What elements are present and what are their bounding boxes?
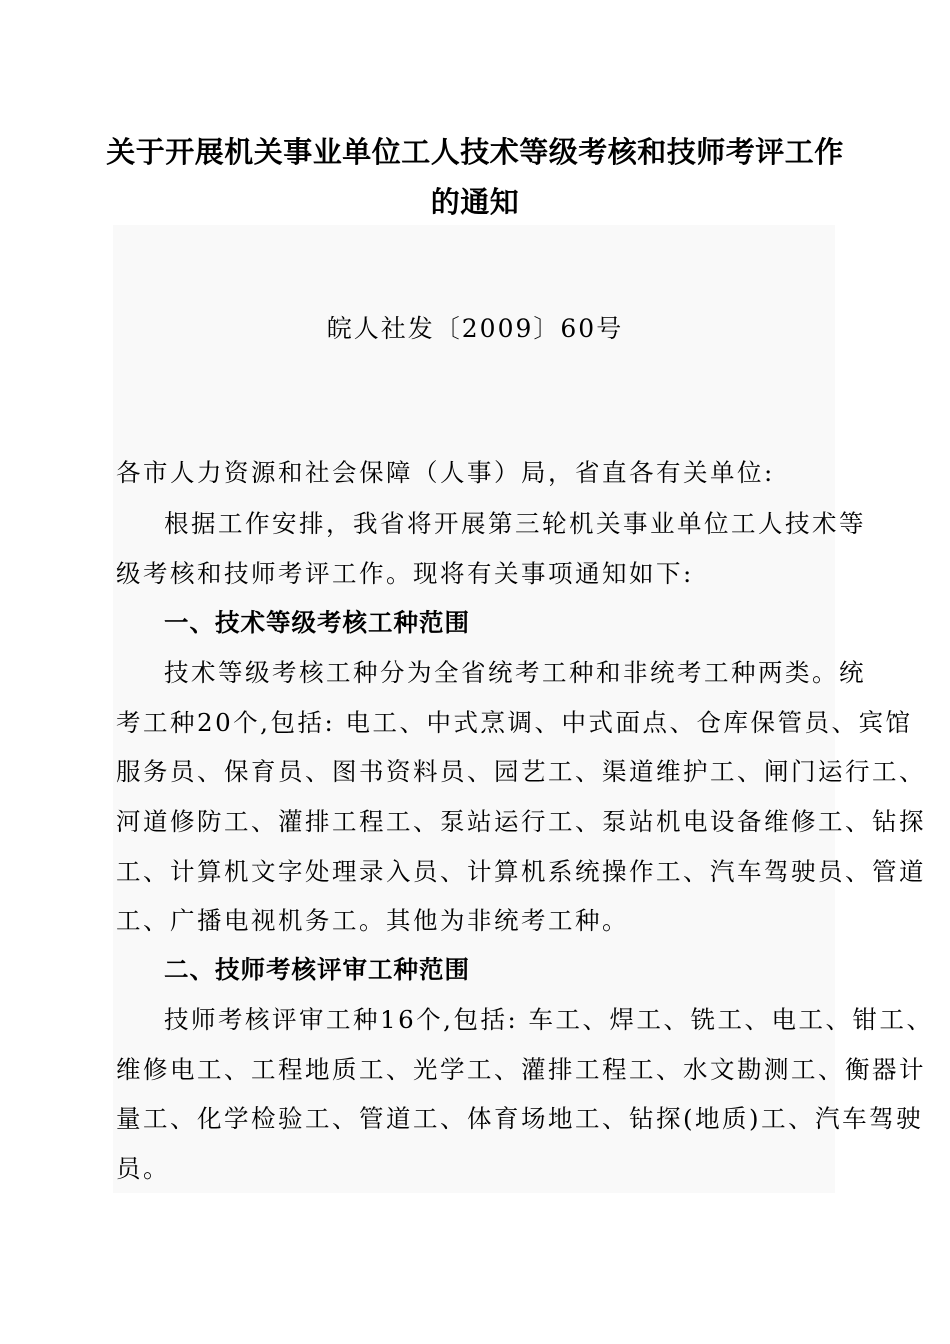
section-1-line-1: 技术等级考核工种分为全省统考工种和非统考工种两类。统 xyxy=(164,658,866,687)
section-2-line-4: 员。 xyxy=(116,1154,170,1183)
salutation: 各市人力资源和社会保障（人事）局，省直各有关单位: xyxy=(116,458,775,487)
section-1-heading: 一、技术等级考核工种范围 xyxy=(164,608,470,637)
section-2-line-1: 技师考核评审工种16个,包括: 车工、焊工、铣工、电工、钳工、 xyxy=(164,1005,934,1034)
section-2-heading: 二、技师考核评审工种范围 xyxy=(164,955,470,984)
section-1-line-5: 工、计算机文字处理录入员、计算机系统操作工、汽车驾驶员、管道 xyxy=(116,857,926,886)
intro-line-1: 根据工作安排，我省将开展第三轮机关事业单位工人技术等 xyxy=(164,509,866,538)
section-2-line-2: 维修电工、工程地质工、光学工、灌排工程工、水文勘测工、衡器计 xyxy=(116,1055,926,1084)
section-1-line-6: 工、广播电视机务工。其他为非统考工种。 xyxy=(116,906,629,935)
section-1-line-3: 服务员、保育员、图书资料员、园艺工、渠道维护工、闸门运行工、 xyxy=(116,757,926,786)
intro-line-2: 级考核和技师考评工作。现将有关事项通知如下: xyxy=(116,559,694,588)
document-number: 皖人社发〔2009〕60号 xyxy=(326,314,624,343)
section-1-line-4: 河道修防工、灌排工程工、泵站运行工、泵站机电设备维修工、钻探 xyxy=(116,807,926,836)
document-title-line-2: 的通知 xyxy=(430,185,520,219)
section-1-line-2: 考工种20个,包括: 电工、中式烹调、中式面点、仓库保管员、宾馆 xyxy=(116,708,913,737)
section-2-line-3: 量工、化学检验工、管道工、体育场地工、钻探(地质)工、汽车驾驶 xyxy=(116,1104,924,1133)
document-title-line-1: 关于开展机关事业单位工人技术等级考核和技师考评工作 xyxy=(106,135,844,169)
